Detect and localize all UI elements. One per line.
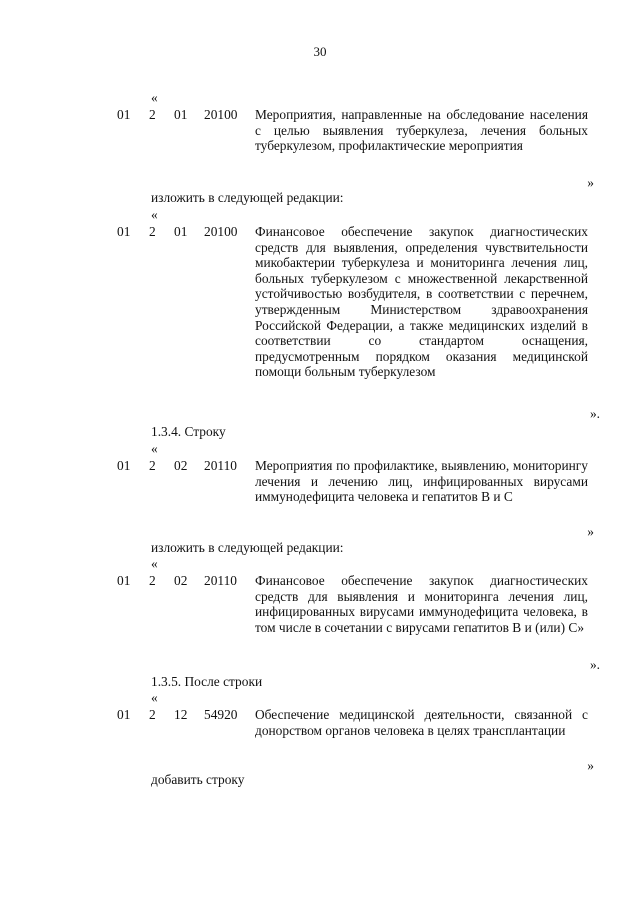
- code-col-2: 2: [149, 107, 156, 122]
- code-col-2: 2: [149, 573, 156, 588]
- open-quote: «: [151, 441, 158, 456]
- row-description: Обеспечение медицинской деятельности, связанной с донорством органов человека в целях трансплантации: [255, 707, 588, 738]
- row-description: Финансовое обеспечение закупок диагностических средств для выявления, определения чувствительности микобактерии туберкулеза и мониторинга лечения лиц, больных туберкулезом с множественной лекарственной устойчивостью возбудителя, в соответствии с перечнем, утвержденным Министерством здравоохранения Российской Федерации, а также медицинских изделий в соответствии со стандартом оснащения, предусмотренным порядком оказания медицинской помощи больным туберкулезом: [255, 224, 588, 380]
- open-quote: «: [151, 90, 158, 105]
- close-quote: ».: [589, 657, 600, 672]
- code-col-3: 12: [174, 707, 188, 722]
- code-col-1: 01: [117, 707, 131, 722]
- code-col-1: 01: [117, 224, 131, 239]
- instruction-text: изложить в следующей редакции:: [151, 540, 344, 555]
- section-heading: 1.3.5. После строки: [151, 674, 263, 689]
- row-description: Мероприятия по профилактике, выявлению, мониторингу лечения и лечению лиц, инфицированных вирусами иммунодефицита человека и гепатитов B и C: [255, 458, 588, 505]
- instruction-text: добавить строку: [151, 772, 245, 787]
- row-description: Мероприятия, направленные на обследование населения с целью выявления туберкулеза, лечения больных туберкулезом, профилактические мероприятия: [255, 107, 588, 154]
- code-col-3: 02: [174, 573, 188, 588]
- code-col-1: 01: [117, 458, 131, 473]
- code-col-4: 20110: [204, 458, 237, 473]
- close-quote: »: [587, 175, 594, 190]
- page-number: 30: [313, 44, 327, 59]
- close-quote: »: [587, 758, 594, 773]
- code-col-3: 02: [174, 458, 188, 473]
- close-quote: ».: [589, 406, 600, 421]
- instruction-text: изложить в следующей редакции:: [151, 190, 344, 205]
- code-col-4: 54920: [204, 707, 238, 722]
- code-col-1: 01: [117, 573, 131, 588]
- section-heading: 1.3.4. Строку: [151, 424, 226, 439]
- code-col-3: 01: [174, 107, 188, 122]
- open-quote: «: [151, 556, 158, 571]
- code-col-4: 20100: [204, 107, 238, 122]
- code-col-2: 2: [149, 224, 156, 239]
- code-col-2: 2: [149, 707, 156, 722]
- code-col-4: 20110: [204, 573, 237, 588]
- code-col-1: 01: [117, 107, 131, 122]
- open-quote: «: [151, 690, 158, 705]
- code-col-4: 20100: [204, 224, 238, 239]
- code-col-2: 2: [149, 458, 156, 473]
- close-quote: »: [587, 524, 594, 539]
- open-quote: «: [151, 207, 158, 222]
- code-col-3: 01: [174, 224, 188, 239]
- row-description: Финансовое обеспечение закупок диагностических средств для выявления и мониторинга лечения лиц, инфицированных вирусами иммунодефицита человека, в том числе в сочетании с вирусами гепатитов B и (или) C»: [255, 573, 588, 635]
